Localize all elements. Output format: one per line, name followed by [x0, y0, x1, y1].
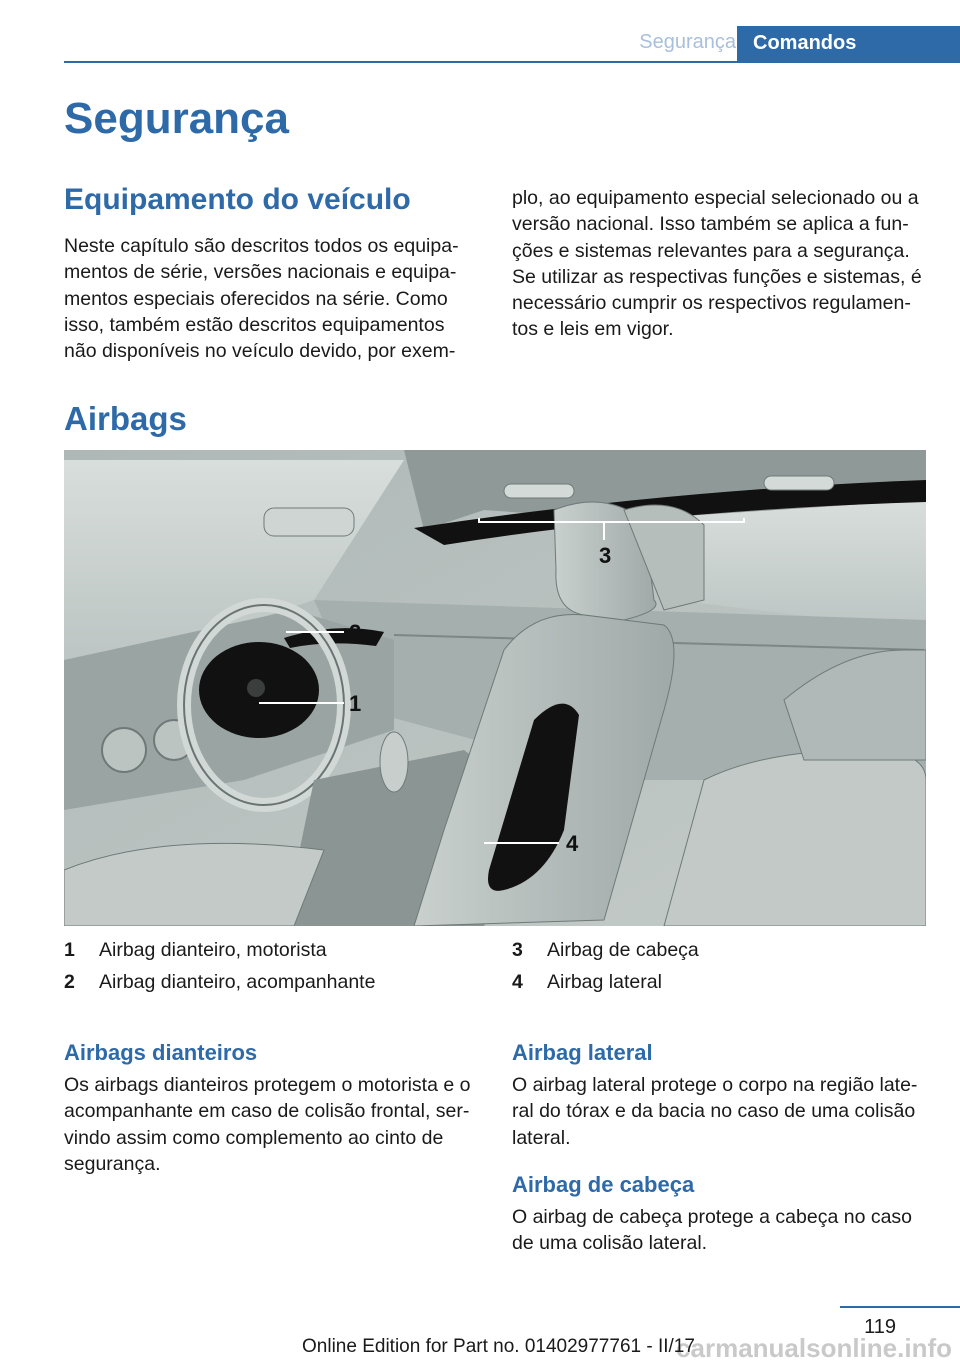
text-line: não disponíveis no veículo devido, por exem-	[64, 340, 456, 363]
head-airbag-paragraph	[512, 1204, 942, 1257]
callout-2: 2	[349, 620, 362, 645]
text-line: segurança.	[64, 1152, 161, 1175]
intro-paragraph-col1	[64, 233, 484, 364]
text-line: Neste capítulo são descritos todos os equipa-	[64, 235, 459, 257]
text-line: tos e leis em vigor.	[512, 318, 674, 341]
text-line: vindo assim como complemento ao cinto de	[64, 1126, 444, 1149]
text-line: ral do tórax e da bacia no caso de uma colisão	[512, 1100, 916, 1123]
front-airbags-paragraph	[64, 1072, 494, 1177]
text-line: ções e sistemas relevantes para a segurança.	[512, 239, 910, 262]
callout-4: 4	[566, 831, 579, 856]
text-line: plo, ao equipamento especial selecionado ou a	[512, 187, 919, 209]
footer-rule	[840, 1306, 960, 1308]
text-line: de uma colisão lateral.	[512, 1232, 708, 1255]
airbags-heading: Airbags	[64, 400, 187, 437]
section-title: Equipamento do veículo	[64, 183, 411, 216]
legend-number: 4	[512, 971, 523, 993]
text-line: mentos especiais oferecidos na série. Como	[64, 287, 448, 310]
legend-number: 1	[64, 939, 75, 961]
legend-item	[64, 966, 375, 998]
text-line: necessário cumprir os respectivos regulamen-	[512, 292, 911, 315]
legend-number: 3	[512, 939, 523, 961]
legend-label: Airbag dianteiro, motorista	[99, 939, 327, 961]
watermark: carmanualsonline.info	[676, 1333, 952, 1362]
text-line: versão nacional. Isso também se aplica a fun-	[512, 213, 909, 236]
footer-edition: Online Edition for Part no. 01402977761 - II/17	[302, 1336, 695, 1357]
legend-item	[512, 966, 662, 998]
legend-item	[512, 934, 699, 966]
header-rule	[64, 61, 960, 63]
text-line: isso, também estão descritos equipamentos	[64, 313, 445, 336]
legend-label: Airbag lateral	[547, 971, 662, 993]
text-line: Se utilizar as respectivas funções e sistemas, é	[512, 265, 922, 288]
text-line: lateral.	[512, 1126, 571, 1149]
legend-label: Airbag dianteiro, acompanhante	[99, 971, 376, 993]
text-line: mentos de série, versões nacionais e equipa-	[64, 261, 457, 284]
page-number: 119	[864, 1316, 896, 1338]
text-line: O airbag de cabeça protege a cabeça no caso	[512, 1206, 913, 1228]
text-line: acompanhante em caso de colisão frontal, ser-	[64, 1100, 470, 1123]
airbag-illustration	[64, 450, 926, 926]
header-section-label: Segurança	[639, 31, 736, 53]
side-airbag-paragraph	[512, 1072, 942, 1151]
legend-label: Airbag de cabeça	[547, 939, 699, 961]
legend-item	[64, 934, 327, 966]
chapter-tab: Comandos	[737, 26, 960, 62]
callout-3: 3	[599, 543, 612, 568]
page-title: Segurança	[64, 94, 289, 143]
intro-paragraph-col2	[512, 185, 942, 343]
subsection-title-side-airbag: Airbag lateral	[512, 1040, 653, 1065]
text-line: O airbag lateral protege o corpo na região late-	[512, 1074, 918, 1096]
legend-number: 2	[64, 971, 75, 993]
callout-1: 1	[349, 691, 362, 716]
subsection-title-head-airbag: Airbag de cabeça	[512, 1172, 695, 1197]
text-line: Os airbags dianteiros protegem o motorista e o	[64, 1074, 471, 1096]
subsection-title-front-airbags: Airbags dianteiros	[64, 1040, 258, 1065]
